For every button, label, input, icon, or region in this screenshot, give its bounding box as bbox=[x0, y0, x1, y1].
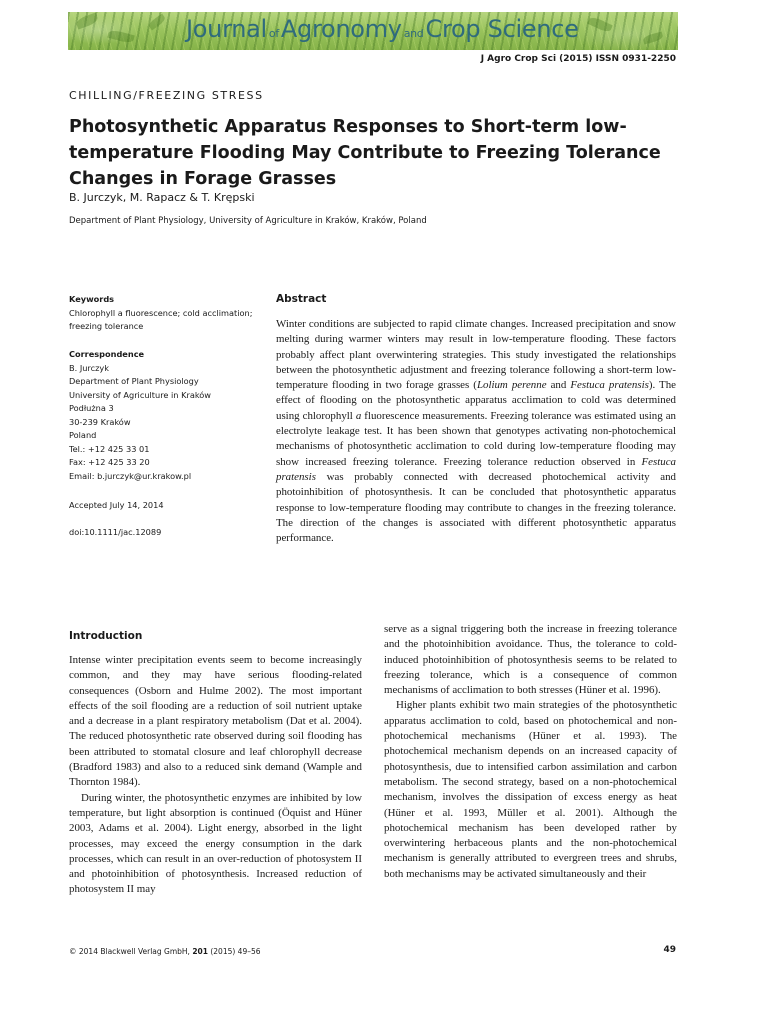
introduction-heading: Introduction bbox=[69, 630, 143, 642]
keywords-heading: Keywords bbox=[69, 294, 115, 304]
paragraph: Higher plants exhibit two main strategies of the photosynthetic apparatus acclimation to cold, based on photochemical and non-photochemical mechanisms (Hüner et al. 1993). The photochemical mechanism depends on an increased capacity of photosynthesis, due to intensified carbon assimilation and carbon metabolism. The second strategy, based on a non-photochemical mechanism, involves the dissipation of excess energy as heat (Hüner et al. 1993, Müller et al. 2001). Although the photochemical mechanism has been developed rather by overwintering herbaceous plants and the non-photochemical mechanism is generally attributed to evergreen trees and shrubs, both mechanisms may be activated simultaneously and their bbox=[384, 699, 677, 880]
correspondence-line: University of Agriculture in Kraków bbox=[69, 389, 212, 400]
correspondence-line: Department of Plant Physiology bbox=[69, 376, 199, 386]
correspondence-line: Poland bbox=[69, 430, 97, 440]
correspondence-heading: Correspondence bbox=[69, 349, 145, 359]
correspondence-line: 30-239 Kraków bbox=[69, 416, 131, 427]
accepted-date: Accepted July 14, 2014 bbox=[69, 500, 164, 510]
species-name: Lolium perenne bbox=[476, 379, 547, 392]
page-number: 49 bbox=[663, 945, 676, 955]
abstract-text: Winter conditions are subjected to rapid climate changes. Increased precipitation and snow melting during warmer winters may result in low-temperature flooding. These factors probably affect plant overwintering strategies. This study investigated the relationships between the photosynthetic adjustment and freezing tolerance following a short-term low-temperature flooding in two forage grasses (Lolium perenne and Festuca pratensis). The effect of flooding on the photosynthetic apparatus acclimation to cold was determined using chlorophyll a fluorescence measurements. Freezing tolerance was estimated using an electrolyte leakage test. It has been shown that genotypes activating non-photochemical mechanisms of photosynthetic acclimation to cold during low-temperature flooding may show increased freezing tolerance. Freezing tolerance reduction observed in Festuca pratensis was probably connected with decreased photochemical activity and photoinhibition of photosynthesis. It can be concluded that photosynthetic apparatus response to low-temperature flooding may contribute to changes in the freezing tolerance. The direction of the changes is associated with different photosynthetic apparatus performance. bbox=[276, 318, 676, 545]
body-column-right bbox=[384, 622, 677, 882]
body-column-left bbox=[69, 653, 362, 898]
correspondence-email[interactable]: Email: b.jurczyk@ur.krakow.pl bbox=[69, 470, 192, 481]
species-name: Festuca pratensis bbox=[570, 379, 649, 392]
journal-banner bbox=[68, 12, 678, 50]
section-label: CHILLING/FREEZING STRESS bbox=[69, 89, 264, 102]
correspondence-block bbox=[69, 348, 269, 483]
keywords-block bbox=[69, 293, 269, 334]
doi-link[interactable]: doi:10.1111/jac.12089 bbox=[69, 527, 162, 537]
article-title: Photosynthetic Apparatus Responses to Short-term low-temperature Flooding May Contribute to Freezing Tolerance Changes in Forage Grasses bbox=[69, 117, 661, 189]
species-name: Festuca pratensis bbox=[276, 455, 676, 483]
copyright-notice: © 2014 Blackwell Verlag GmbH, 201 (2015) 49–56 bbox=[69, 947, 261, 956]
correspondence-line: B. Jurczyk bbox=[69, 362, 109, 373]
paragraph: During winter, the photosynthetic enzymes are inhibited by low temperature, but light absorption is continued (Öquist and Hüner 2003, Adams et al. 2004). Light energy, absorbed in the light processes, may exceed the energy consumption in the dark processes, which can result in an over-reduction of photosystem II and photoinhibition of photosynthesis. Increased reduction of photosystem II may bbox=[69, 791, 362, 896]
journal-title: Journal ofAgronomy andCrop Science bbox=[186, 15, 579, 43]
abstract-heading: Abstract bbox=[276, 293, 327, 305]
authors: B. Jurczyk, M. Rapacz & T. Krępski bbox=[69, 191, 255, 204]
correspondence-line: Fax: +12 425 33 20 bbox=[69, 457, 150, 467]
journal-reference: J Agro Crop Sci (2015) ISSN 0931-2250 bbox=[480, 54, 676, 64]
correspondence-line: Podłużna 3 bbox=[69, 403, 114, 413]
paragraph: Intense winter precipitation events seem to become increasingly common, and they may have serious flooding-related consequences (Osborn and Hulme 2002). The most important effects of the soil flooding are a reduction of soil nutrient uptake and a decrease in a plant respiratory metabolism (Dat et al. 2004). The reduced photosynthetic rate observed during soil flooding has been attributed to stomatal closure and leaf chlorophyll decrease (Bradford 1983) and also to a reduced sink demand (Wample and Thornton 1984). bbox=[69, 654, 362, 789]
paragraph: serve as a signal triggering both the increase in freezing tolerance and the photoinhibition avoidance. Thus, the tolerance to cold-induced photoinhibition of photosynthesis seems to be related to freezing tolerance, which is a consequence of common mechanisms of acclimation to both stresses (Hüner et al. 1996). bbox=[384, 623, 677, 697]
affiliation: Department of Plant Physiology, University of Agriculture in Kraków, Kraków, Poland bbox=[69, 216, 427, 226]
correspondence-line: Tel.: +12 425 33 01 bbox=[69, 443, 150, 454]
keywords-text: Chlorophyll a fluorescence; cold acclimation; freezing tolerance bbox=[69, 307, 253, 331]
